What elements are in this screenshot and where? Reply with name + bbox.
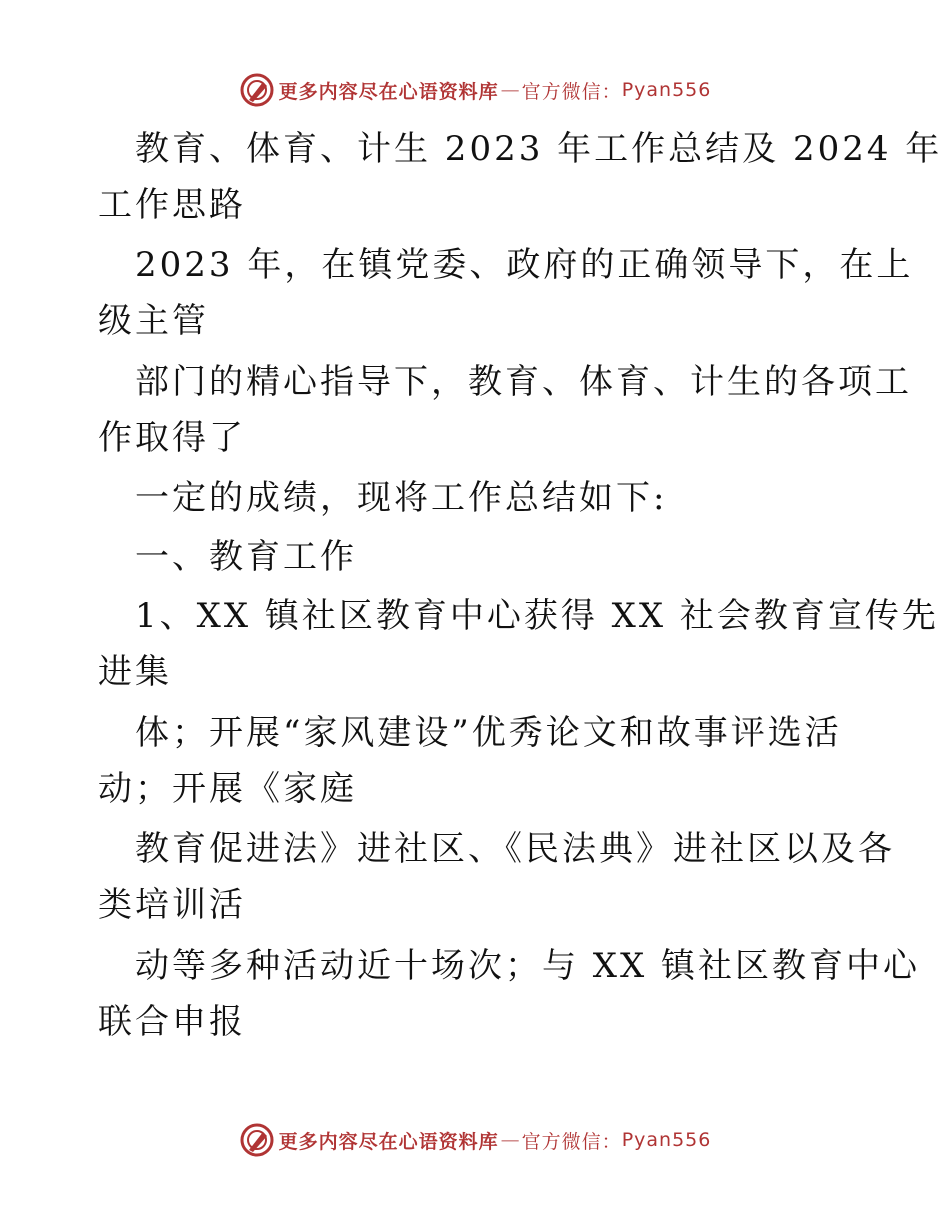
paragraph-line: 一定的成绩，现将工作总结如下:	[135, 478, 668, 518]
pen-logo-icon	[239, 1122, 275, 1158]
paragraph-line: 动等多种活动近十场次；与 XX 镇社区教育中心	[135, 946, 921, 986]
doc-title-line-2: 工作思路	[98, 185, 246, 225]
pen-logo-icon	[239, 72, 275, 108]
paragraph-line: 类培训活	[98, 885, 246, 925]
paragraph-line: 动；开展《家庭	[98, 769, 357, 809]
paragraph-line: 部门的精心指导下，教育、体育、计生的各项工	[135, 362, 912, 402]
header-watermark	[0, 70, 950, 110]
paragraph-line: 联合申报	[98, 1002, 246, 1042]
doc-title-line-1: 教育、体育、计生 2023 年工作总结及 2024 年	[135, 129, 943, 169]
watermark-separator: —	[500, 79, 520, 101]
watermark-text: 更多内容尽在心语资料库	[278, 1130, 499, 1153]
watermark-wechat-id: Pyan556	[621, 1129, 712, 1151]
paragraph-line: 体；开展“家风建设”优秀论文和故事评选活	[135, 713, 842, 753]
footer-watermark	[0, 1120, 950, 1160]
section-heading: 一、教育工作	[135, 537, 357, 577]
watermark-official-label: 官方微信：	[521, 1130, 622, 1153]
paragraph-line: 进集	[98, 652, 172, 692]
paragraph-line: 作取得了	[98, 418, 246, 458]
watermark-official-label: 官方微信：	[521, 80, 622, 103]
paragraph-line: 教育促进法》进社区、《民法典》进社区以及各	[135, 829, 895, 869]
watermark-separator: —	[500, 1129, 520, 1151]
watermark-wechat-id: Pyan556	[621, 79, 712, 101]
paragraph-line: 级主管	[98, 301, 209, 341]
watermark-text: 更多内容尽在心语资料库	[278, 80, 499, 103]
paragraph-line: 2023 年，在镇党委、政府的正确领导下，在上	[135, 245, 914, 285]
paragraph-line: 1、XX 镇社区教育中心获得 XX 社会教育宣传先	[135, 596, 939, 636]
